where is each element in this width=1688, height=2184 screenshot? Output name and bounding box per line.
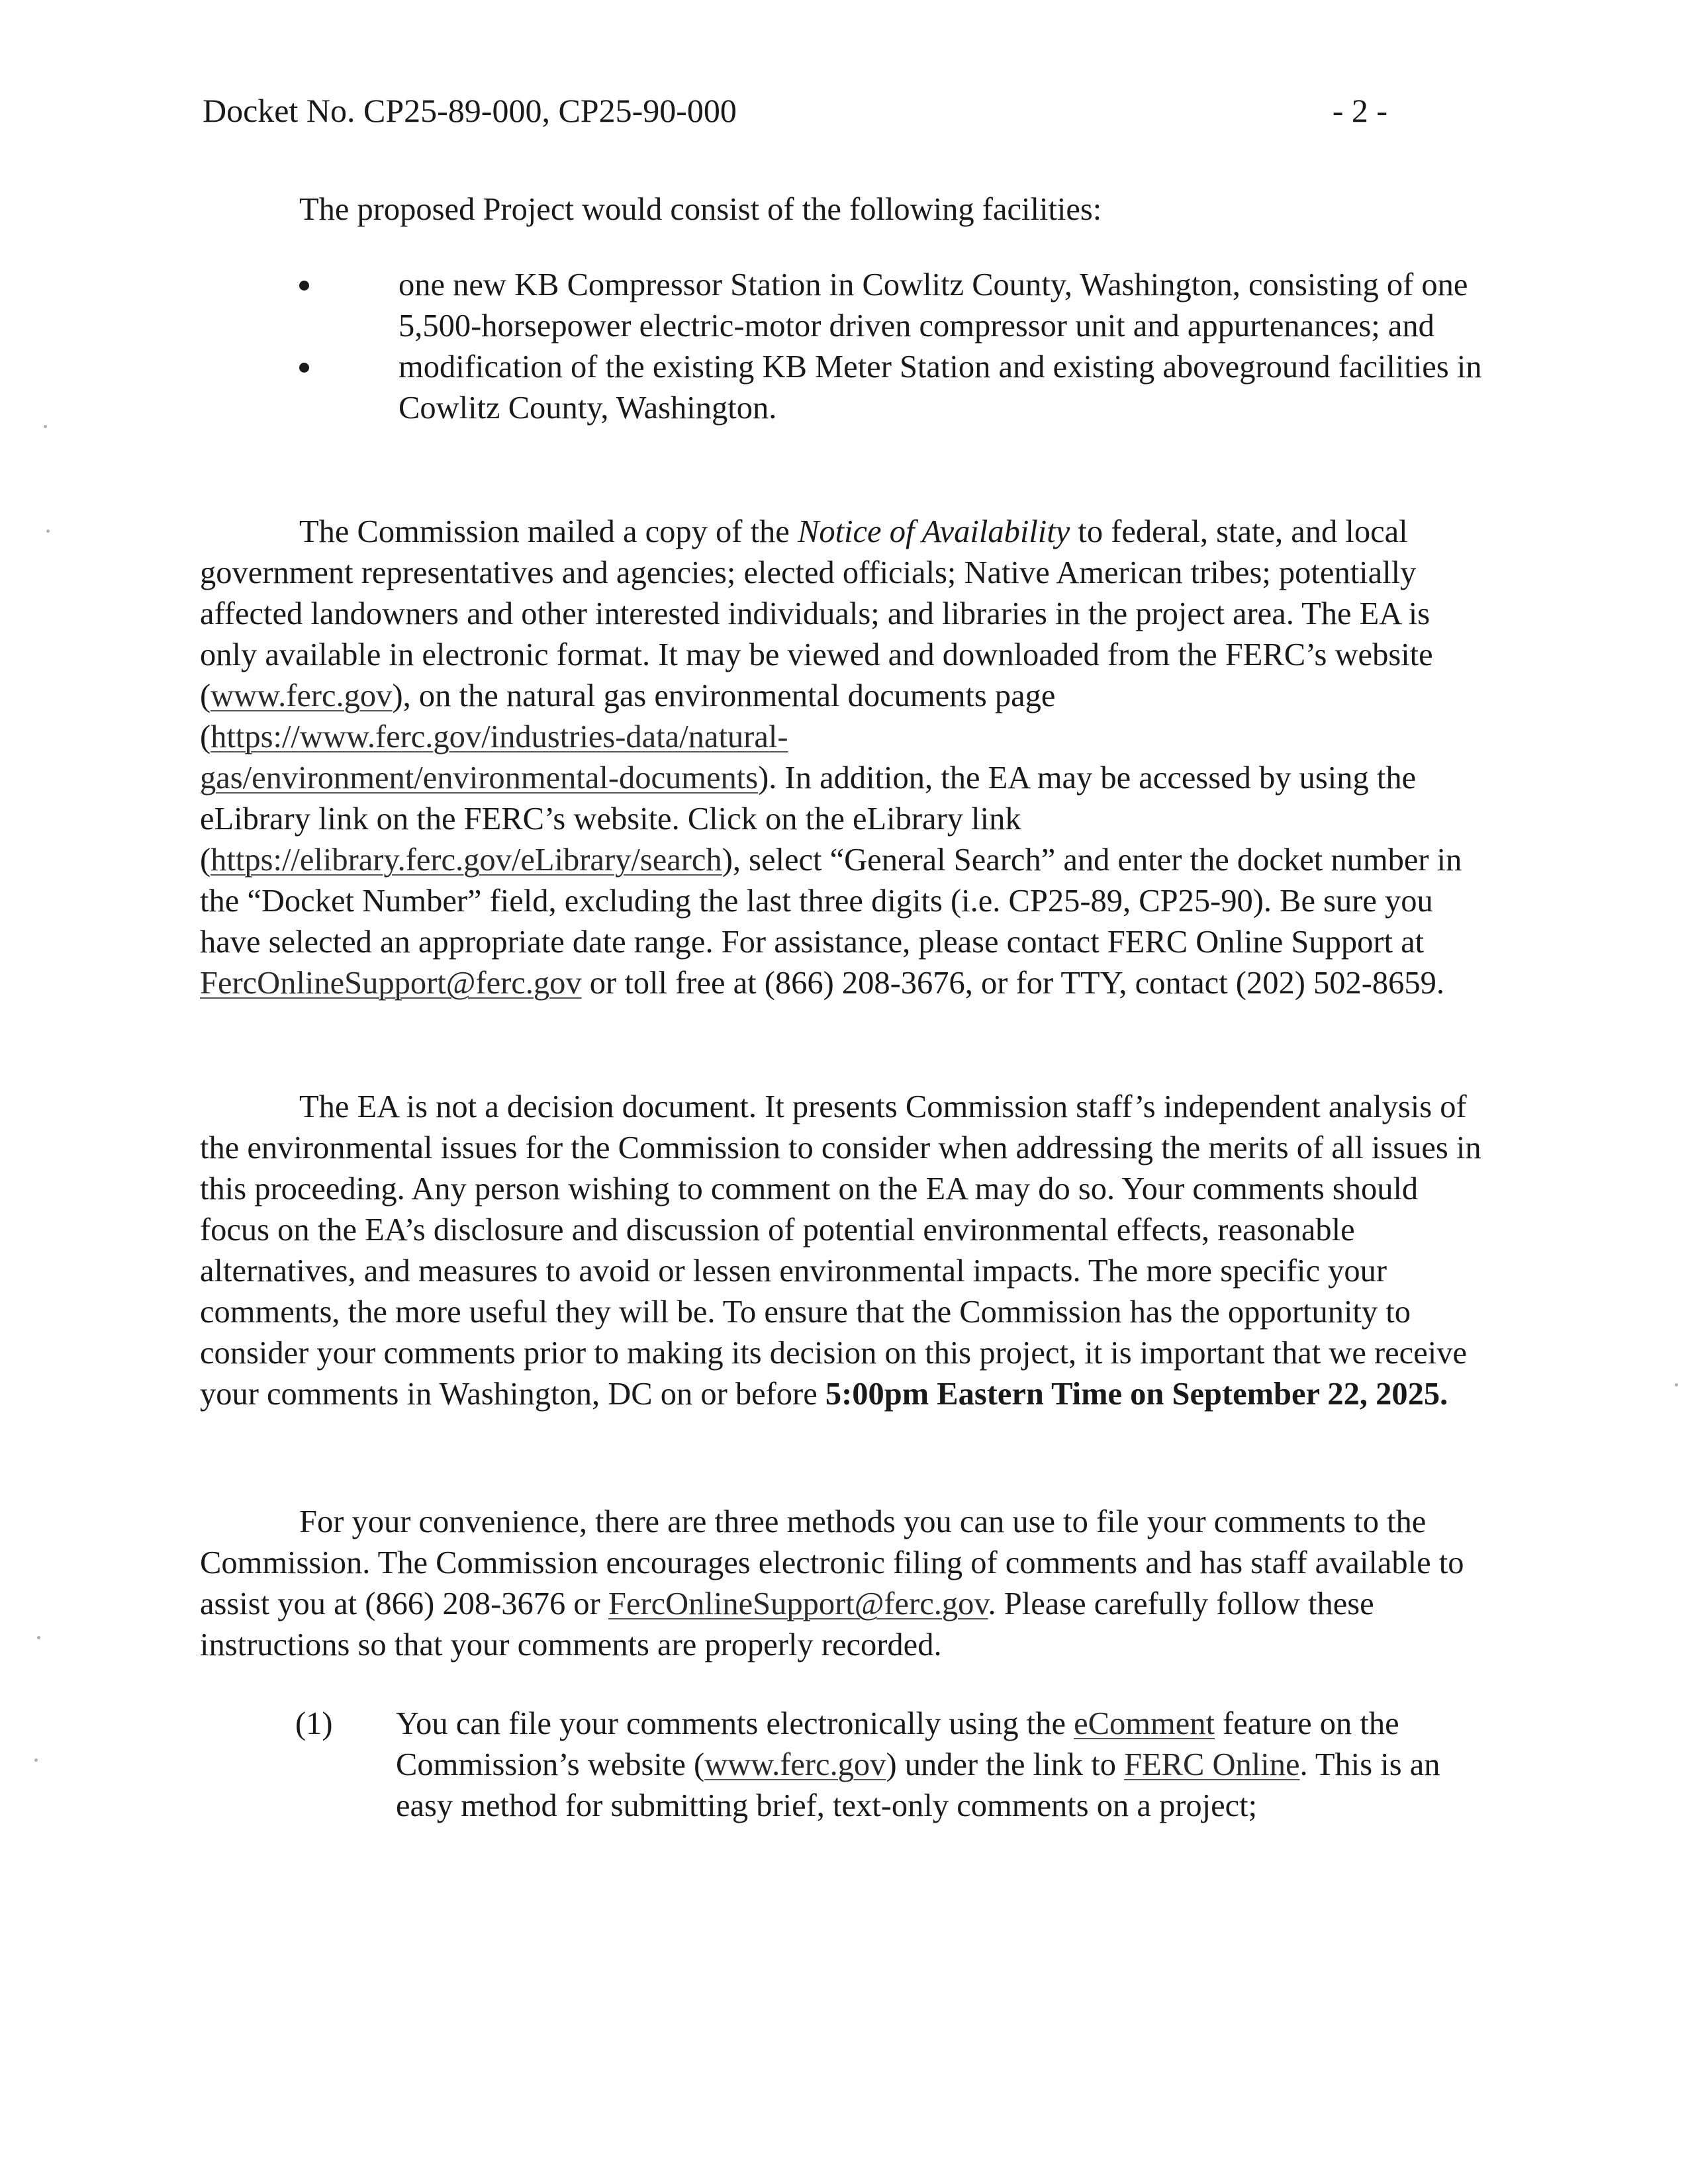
environmental-documents-link[interactable]: https://www.ferc.gov/industries-data/natural- gas/environment/environmental-documents	[200, 719, 788, 796]
docket-number: Docket No. CP25-89-000, CP25-90-000	[203, 92, 737, 129]
facilities-list	[299, 265, 1484, 429]
scan-speck	[46, 529, 50, 533]
ferc-online-support-email-link[interactable]: FercOnlineSupport@ferc.gov	[608, 1586, 988, 1621]
ferc-website-link[interactable]: www.ferc.gov	[704, 1747, 886, 1782]
methods-paragraph: For your convenience, there are three methods you can use to file your comments to the Commission. The Commission encourages electronic filing of comments and has staff available to assist you at (866) 208-3676 or FercOnlineSupport@ferc.gov. Please carefully follow these instructions so that your comments are properly recorded.	[200, 1504, 1464, 1662]
list-item	[299, 265, 1484, 347]
decision-paragraph: The EA is not a decision document. It presents Commission staff’s independent analysis of the environmental issues for the Commission to consider when addressing the merits of all issues in this proceeding. Any person wishing to comment on the EA may do so. Your comments should focus on the EA’s disclosure and discussion of potential environmental effects, reasonable alternatives, and measures to avoid or lessen environmental impacts. The more specific your comments, the more useful they will be. To ensure that the Commission has the opportunity to consider your comments prior to making its decision on this project, it is important that we receive your comments in Washington, DC on or before 5:00pm Eastern Time on September 22, 2025.	[200, 1089, 1481, 1412]
list-item: (1) You can file your comments electronically using the eComment feature on the Commission’s website (www.ferc.gov) under the link to FERC Online. This is an easy method for submitting brief, text-only comments on a project;	[295, 1704, 1487, 1827]
page-header	[203, 87, 1387, 134]
page-number: - 2 -	[1332, 92, 1387, 129]
elibrary-link[interactable]: https://elibrary.ferc.gov/eLibrary/search	[211, 842, 722, 878]
ecomment-link[interactable]: eComment	[1074, 1706, 1215, 1741]
item-number: (1)	[295, 1706, 333, 1741]
ferc-online-link[interactable]: FERC Online	[1124, 1747, 1300, 1782]
facility-text: modification of the existing KB Meter Station and existing aboveground facilities in Cowlitz County, Washington.	[399, 349, 1482, 426]
scan-speck	[44, 425, 47, 428]
scan-speck	[1675, 1383, 1678, 1387]
ferc-website-link[interactable]: www.ferc.gov	[211, 678, 393, 713]
ferc-online-support-email-link[interactable]: FercOnlineSupport@ferc.gov	[200, 966, 582, 1001]
facilities-intro: The proposed Project would consist of the following facilities:	[299, 192, 1102, 227]
filing-methods-list	[295, 1704, 1487, 1827]
availability-paragraph: The Commission mailed a copy of the Notice of Availability to federal, state, and local government representatives and agencies; elected officials; Native American tribes; potentially affected landowners and other interested individuals; and libraries in the project area. The EA is only available in electronic format. It may be viewed and downloaded from the FERC’s website (www.ferc.gov), on the natural gas environmental documents page (https://www.ferc.gov/industries-data/natural- gas/environment/environmental-documents). In addition, the EA may be accessed by using the eLibrary link on the FERC’s website. Click on the eLibrary link (https://elibrary.ferc.gov/eLibrary/search), select “General Search” and enter the docket number in the “Docket Number” field, excluding the last three digits (i.e. CP25-89, CP25-90). Be sure you have selected an appropriate date range. For assistance, please contact FERC Online Support at FercOnlineSupport@ferc.gov or toll free at (866) 208-3676, or for TTY, contact (202) 502-8659.	[200, 514, 1462, 1001]
bullet-icon	[299, 363, 309, 373]
scan-speck	[34, 1758, 38, 1762]
bullet-icon	[299, 281, 309, 291]
list-item	[299, 347, 1484, 429]
notice-title: Notice of Availability	[797, 514, 1070, 549]
facility-text: one new KB Compressor Station in Cowlitz County, Washington, consisting of one 5,500-horsepower electric-motor driven compressor unit and appurtenances; and	[399, 267, 1468, 343]
scan-speck	[37, 1636, 40, 1639]
comment-deadline: 5:00pm Eastern Time on September 22, 2025.	[825, 1377, 1448, 1412]
